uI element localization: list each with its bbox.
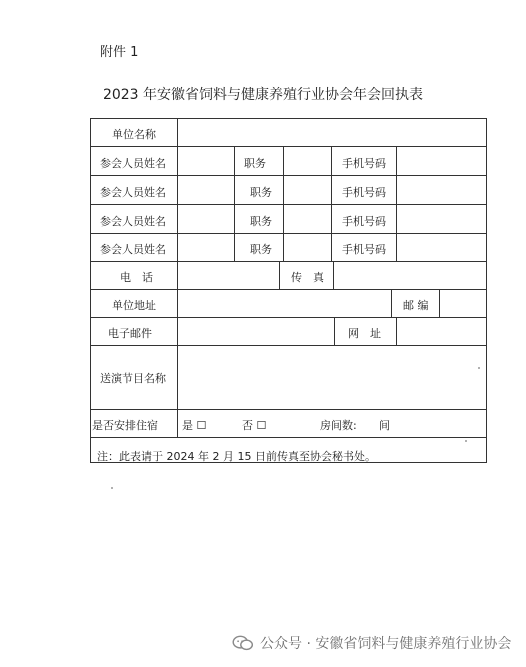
reply-form-table	[90, 118, 487, 463]
rooms-unit: 间	[379, 419, 390, 432]
fax-label: 传 真	[291, 271, 324, 284]
annex-label: 附件 1	[100, 45, 139, 60]
postcode-label: 邮 编	[403, 299, 429, 312]
scan-speck	[465, 440, 467, 442]
form-note: 注：此表请于 2024 年 2 月 15 日前传真至协会秘书处。	[97, 450, 376, 463]
row-divider	[91, 289, 486, 290]
accommodation-yes-checkbox[interactable]: 是 ☐	[182, 419, 207, 432]
watermark	[232, 633, 511, 653]
row-divider	[91, 345, 486, 346]
column-divider	[283, 146, 284, 261]
program-label: 送演节目名称	[100, 372, 166, 385]
column-divider	[234, 146, 235, 261]
attendee-phone-label: 手机号码	[342, 243, 386, 256]
column-divider	[439, 289, 440, 317]
scan-speck	[111, 487, 113, 489]
wechat-icon	[232, 635, 254, 651]
accommodation-no-checkbox[interactable]: 否 ☐	[242, 419, 267, 432]
attendee-name-label: 参会人员姓名	[100, 186, 166, 199]
rooms-label: 房间数:	[320, 419, 357, 432]
column-divider	[333, 261, 334, 289]
row-divider	[91, 261, 486, 262]
column-divider	[396, 317, 397, 345]
column-divider	[334, 317, 335, 345]
row-divider	[91, 233, 486, 234]
attendee-position-label: 职务	[250, 186, 272, 199]
attendee-name-label: 参会人员姓名	[100, 243, 166, 256]
attendee-phone-label: 手机号码	[342, 215, 386, 228]
attendee-phone-label: 手机号码	[342, 157, 386, 170]
column-divider	[331, 146, 332, 261]
website-label: 网 址	[348, 327, 381, 340]
document-title: 2023 年安徽省饲料与健康养殖行业协会年会回执表	[102, 87, 424, 103]
email-label: 电子邮件	[108, 327, 152, 340]
attendee-position-label: 职务	[250, 243, 272, 256]
column-divider	[279, 261, 280, 289]
attendee-name-label: 参会人员姓名	[100, 157, 166, 170]
address-label: 单位地址	[112, 299, 156, 312]
attendee-position-label: 职务	[244, 157, 266, 170]
scan-speck	[478, 367, 480, 369]
accommodation-label: 是否安排住宿	[92, 419, 158, 432]
column-divider	[396, 146, 397, 261]
row-divider	[91, 317, 486, 318]
column-divider	[177, 119, 178, 437]
attendee-phone-label: 手机号码	[342, 186, 386, 199]
row-divider	[91, 204, 486, 205]
row-divider	[91, 175, 486, 176]
watermark-text: 公众号 · 安徽省饲料与健康养殖行业协会	[260, 636, 512, 652]
attendee-position-label: 职务	[250, 215, 272, 228]
row-divider	[91, 437, 486, 438]
row-divider	[91, 409, 486, 410]
column-divider	[391, 289, 392, 317]
unit-name-label: 单位名称	[112, 128, 156, 141]
phone-label: 电 话	[120, 271, 153, 284]
attendee-name-label: 参会人员姓名	[100, 215, 166, 228]
row-divider	[91, 146, 486, 147]
